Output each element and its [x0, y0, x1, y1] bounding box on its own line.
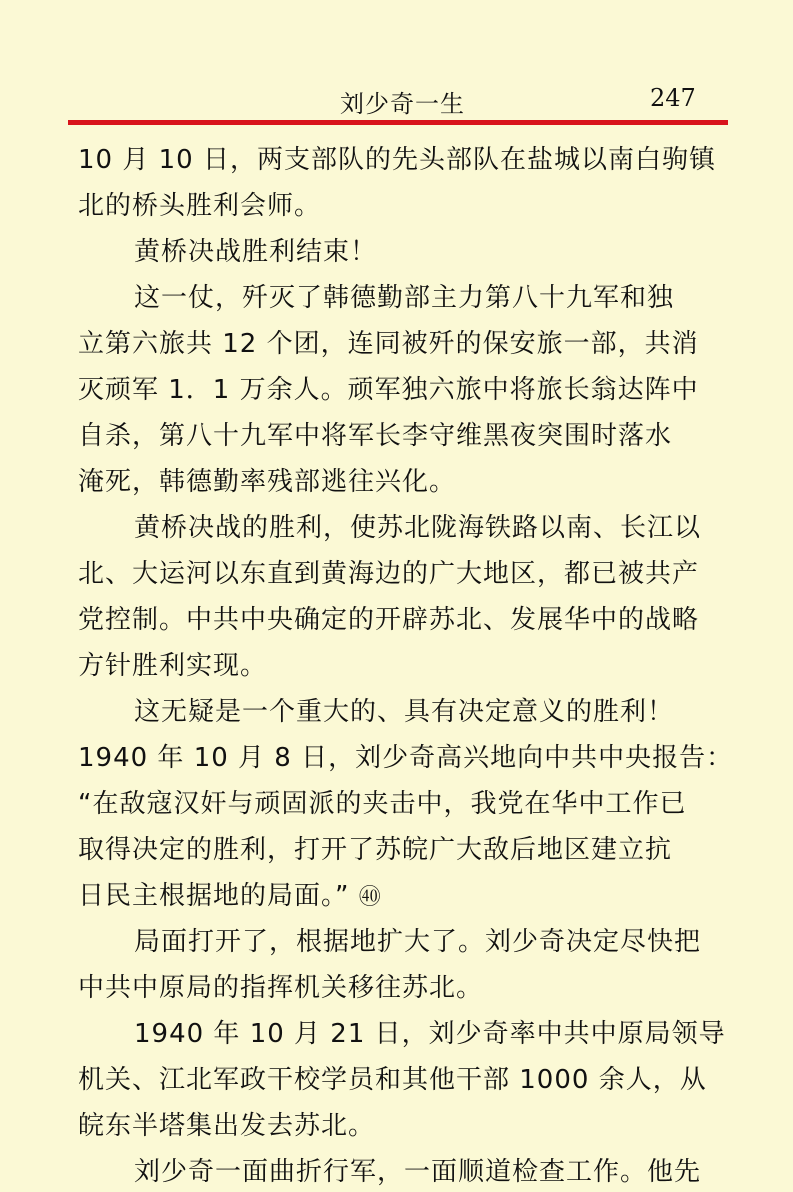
text-line: 黄桥决战的胜利，使苏北陇海铁路以南、长江以 [134, 513, 702, 543]
header-rule [68, 120, 728, 125]
text-line: 北的桥头胜利会师。 [78, 191, 322, 221]
text-line: 机关、江北军政干校学员和其他干部 1000 余人，从 [78, 1065, 707, 1095]
text-line: 中共中原局的指挥机关移往苏北。 [78, 973, 484, 1003]
text-line-content: 日民主根据地的局面。” [78, 881, 350, 911]
running-title: 刘少奇一生 [340, 90, 465, 118]
text-line: “在敌寇汉奸与顽固派的夹击中，我党在华中工作已 [78, 789, 687, 819]
page-number: 247 [650, 84, 696, 112]
text-line: 刘少奇一面曲折行军，一面顺道检查工作。他先 [134, 1157, 702, 1187]
text-line: 皖东半塔集出发去苏北。 [78, 1111, 376, 1141]
text-line: 取得决定的胜利，打开了苏皖广大敌后地区建立抗 [78, 835, 673, 865]
text-line: 10 月 10 日，两支部队的先头部队在盐城以南白驹镇 [78, 145, 716, 175]
text-line: 黄桥决战胜利结束！ [134, 237, 378, 267]
text-line: 北、大运河以东直到黄海边的广大地区，都已被共产 [78, 559, 700, 589]
text-line-with-footnote [78, 876, 728, 916]
footnote-reference: ㊵ [358, 885, 382, 910]
text-line: 灭顽军 1．1 万余人。顽军独六旅中将旅长翁达阵中 [78, 375, 699, 405]
text-line: 1940 年 10 月 8 日，刘少奇高兴地向中共中央报告： [78, 743, 734, 773]
text-line: 党控制。中共中央确定的开辟苏北、发展华中的战略 [78, 605, 700, 635]
text-line: 这无疑是一个重大的、具有决定意义的胜利！ [134, 697, 675, 727]
text-line: 淹死，韩德勤率残部逃往兴化。 [78, 467, 457, 497]
text-line: 这一仗，歼灭了韩德勤部主力第八十九军和独 [134, 283, 675, 313]
text-line: 立第六旅共 12 个团，连同被歼的保安旅一部，共消 [78, 329, 699, 359]
text-line: 1940 年 10 月 21 日，刘少奇率中共中原局领导 [134, 1019, 726, 1049]
page-header [0, 0, 793, 128]
text-line: 自杀，第八十九军中将军长李守维黑夜突围时落水 [78, 421, 673, 451]
text-line: 方针胜利实现。 [78, 651, 268, 681]
text-line: 局面打开了，根据地扩大了。刘少奇决定尽快把 [134, 927, 702, 957]
